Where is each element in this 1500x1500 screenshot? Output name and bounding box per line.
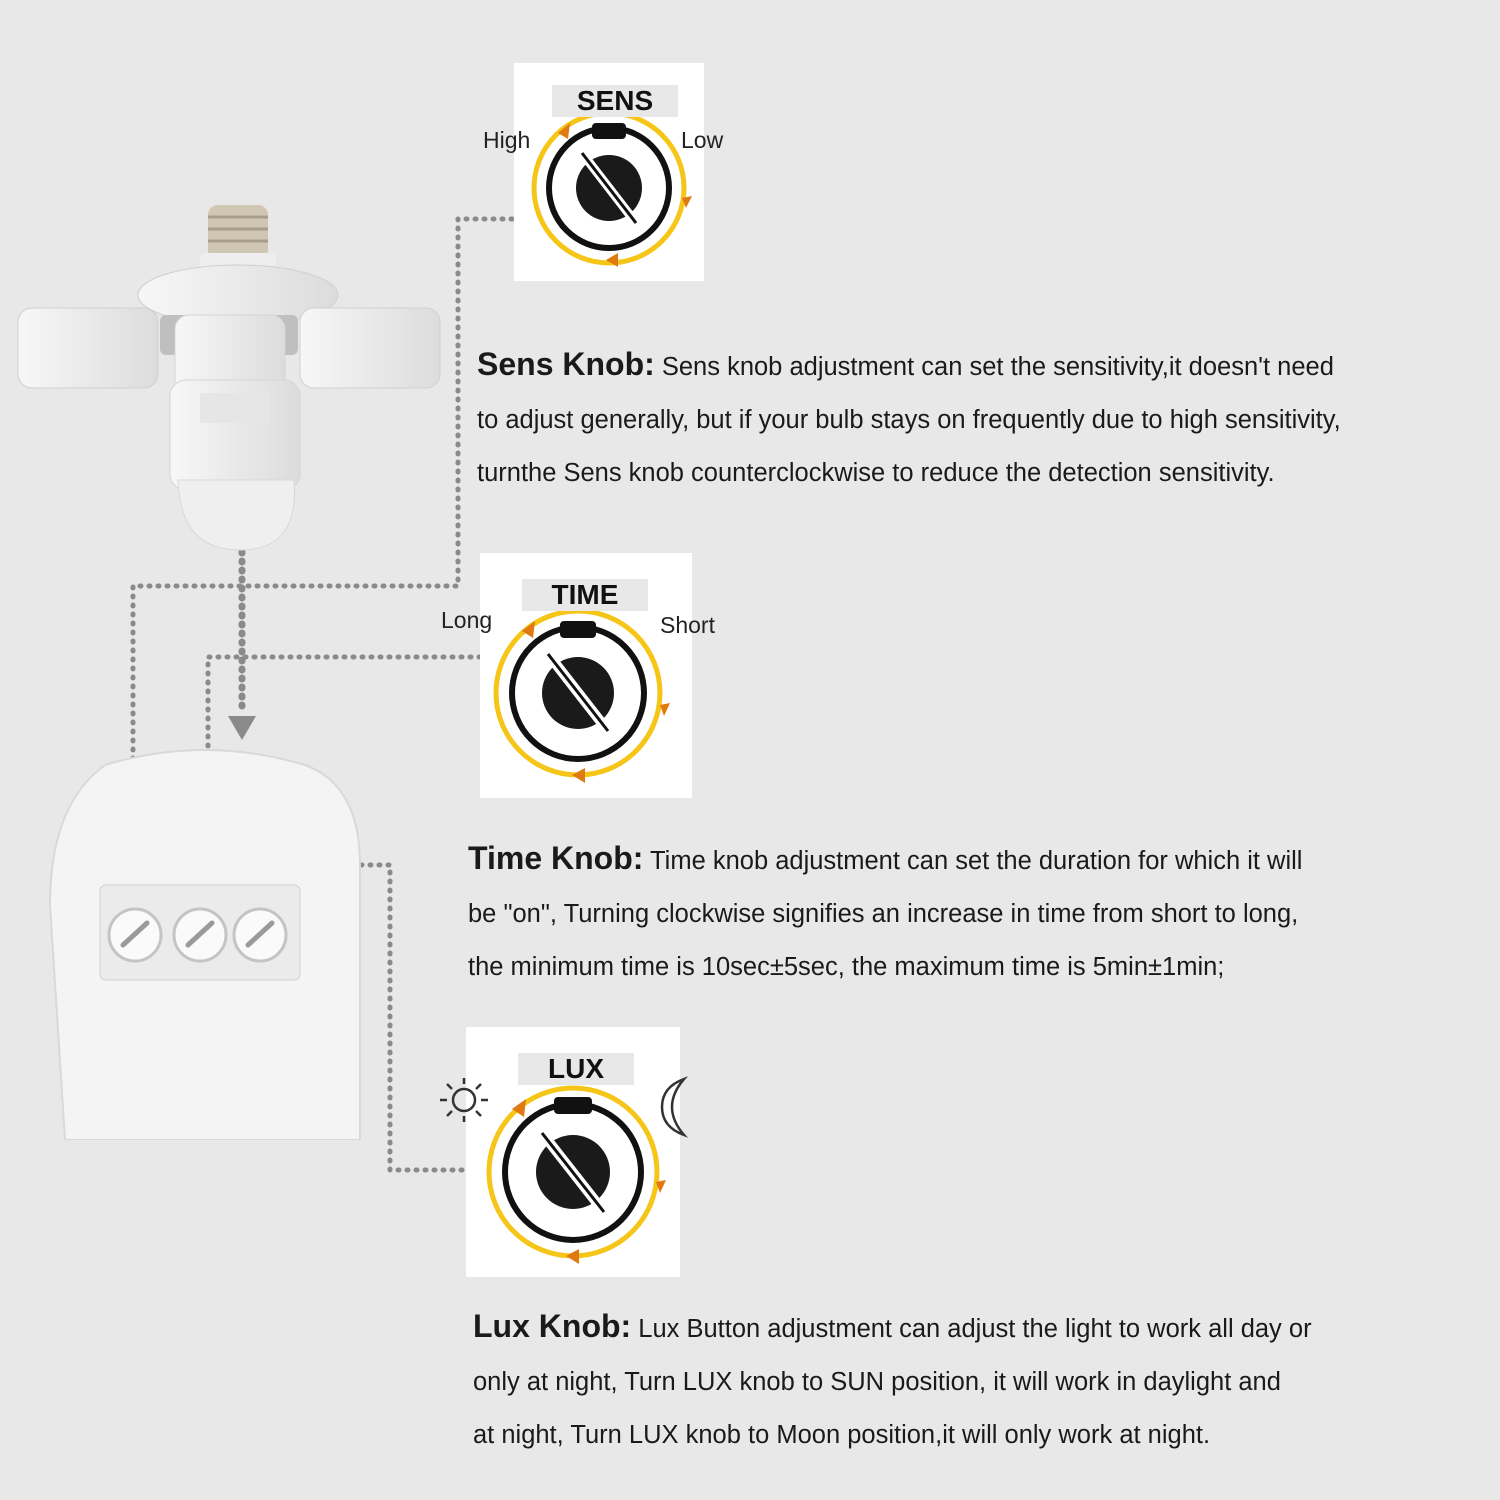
sens-knob-card bbox=[514, 63, 704, 281]
moon-icon bbox=[650, 1075, 700, 1140]
time-line-1: Time knob adjustment can set the duration for which it will bbox=[643, 847, 1303, 875]
sens-line-2: to adjust generally, but if your bulb stays on frequently due to high sensitivity, bbox=[477, 406, 1341, 434]
lux-knob-card bbox=[466, 1027, 680, 1277]
lux-line-2: only at night, Turn LUX knob to SUN position, it will work in daylight and bbox=[473, 1368, 1281, 1396]
lux-line-3: at night, Turn LUX knob to Moon position,it will only work at night. bbox=[473, 1421, 1211, 1449]
down-arrow-icon bbox=[228, 716, 256, 740]
time-heading: Time Knob: bbox=[468, 840, 644, 876]
time-long-label: Long bbox=[441, 607, 493, 633]
time-line-3: the minimum time is 10sec±5sec, the maximum time is 5min±1min; bbox=[468, 953, 1225, 981]
time-knob-card bbox=[480, 553, 692, 798]
sens-heading: Sens Knob: bbox=[477, 346, 655, 382]
bulb-adapter-image bbox=[10, 195, 460, 560]
lux-heading: Lux Knob: bbox=[473, 1308, 632, 1344]
time-line-2: be "on", Turning clockwise signifies an increase in time from short to long, bbox=[468, 900, 1299, 928]
sens-low-label: Low bbox=[681, 127, 724, 153]
time-knob-title: TIME bbox=[522, 579, 648, 611]
time-description bbox=[468, 832, 1302, 994]
lux-description bbox=[473, 1300, 1312, 1462]
time-short-label: Short bbox=[660, 612, 715, 638]
sens-knob-title: SENS bbox=[552, 85, 678, 117]
sens-description bbox=[477, 338, 1341, 500]
lux-line-1: Lux Button adjustment can adjust the light to work all day or bbox=[631, 1315, 1312, 1343]
sens-line-1: Sens knob adjustment can set the sensitivity,it doesn't need bbox=[654, 353, 1334, 381]
sens-line-3: turnthe Sens knob counterclockwise to reduce the detection sensitivity. bbox=[477, 459, 1275, 487]
sens-high-label: High bbox=[483, 127, 531, 153]
sun-icon bbox=[432, 1074, 496, 1126]
sensor-module-image bbox=[45, 745, 375, 1140]
lux-knob-title: LUX bbox=[518, 1053, 634, 1085]
